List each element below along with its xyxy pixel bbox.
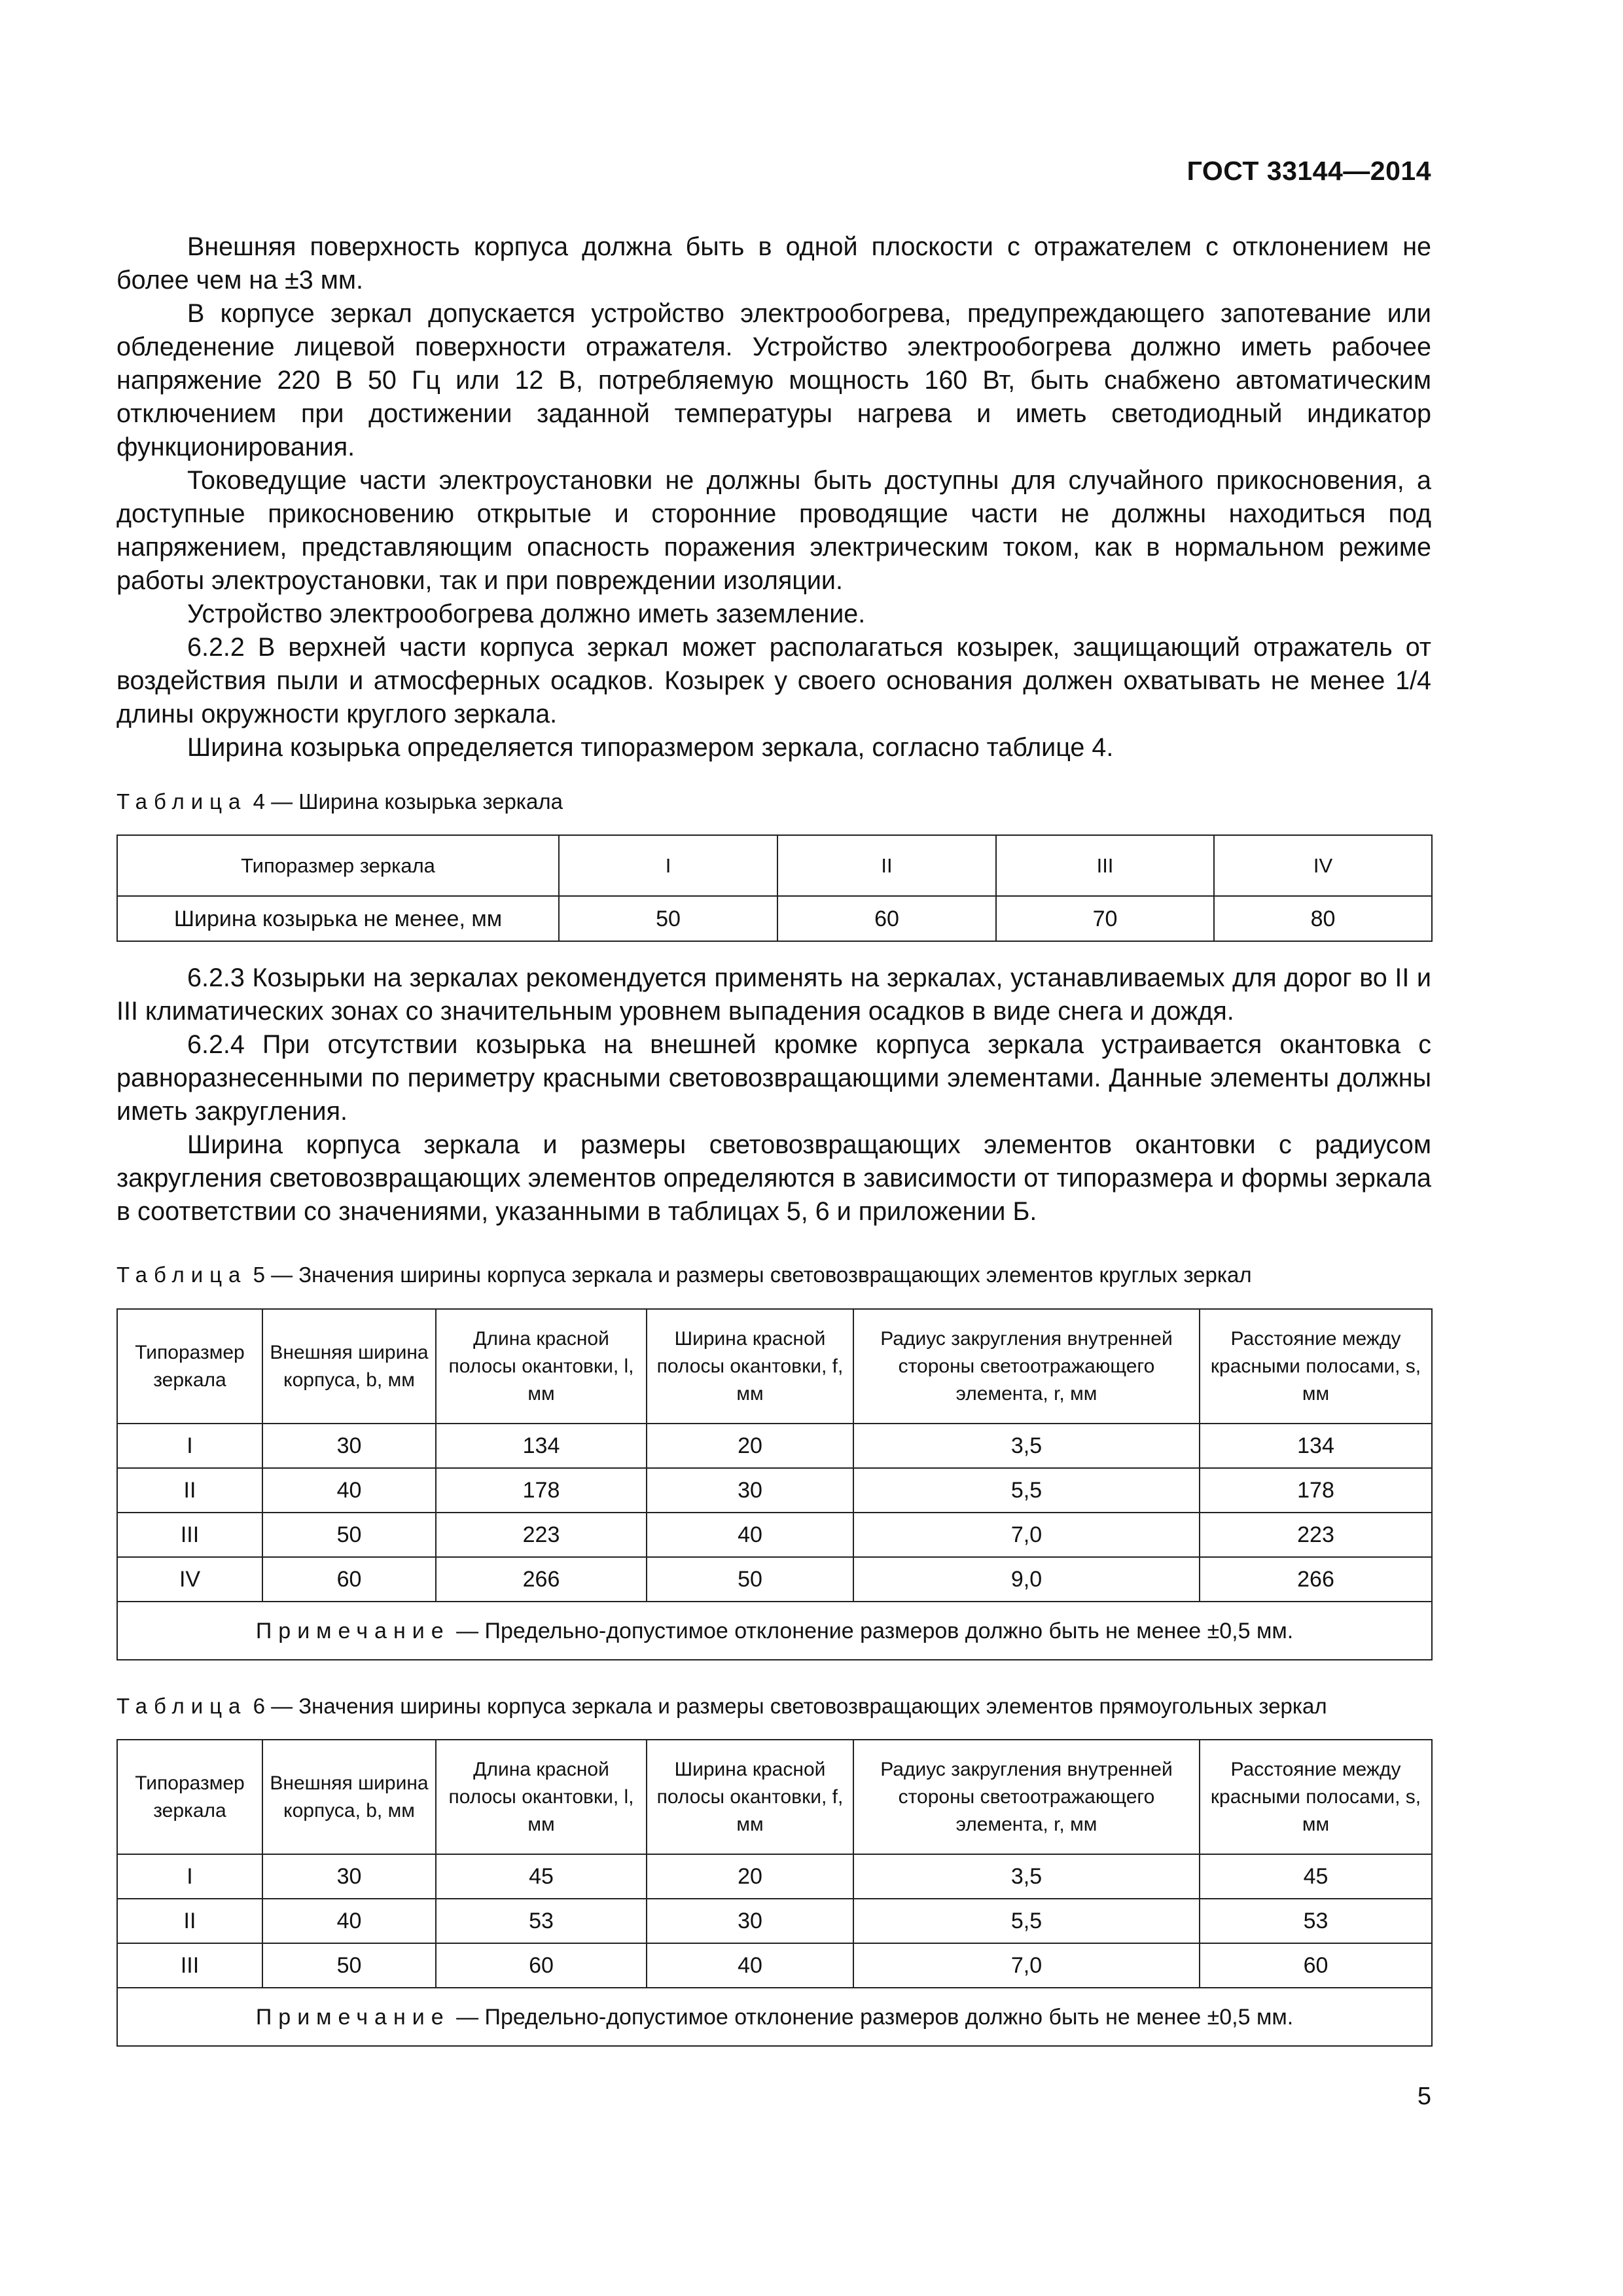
table-cell: 30 bbox=[262, 1854, 436, 1899]
table-row bbox=[117, 1513, 1432, 1557]
document-code: ГОСТ 33144—2014 bbox=[1186, 156, 1431, 186]
table-header-cell: Расстояние между красными полосами, s, мм bbox=[1200, 1740, 1432, 1854]
table-header-cell: Внешняя ширина корпуса, b, мм bbox=[262, 1740, 436, 1854]
paragraph: Устройство электрообогрева должно иметь заземление. bbox=[187, 600, 866, 628]
table-row bbox=[117, 1854, 1432, 1899]
table-cell: 40 bbox=[262, 1899, 436, 1943]
table-caption-word: Таблица bbox=[116, 1263, 247, 1287]
table-cell: IV bbox=[117, 1557, 262, 1602]
table-header-cell: Типоразмер зеркала bbox=[117, 835, 559, 896]
table-cell: 223 bbox=[1200, 1513, 1432, 1557]
table-cell: 134 bbox=[436, 1424, 647, 1468]
table-cell: 7,0 bbox=[853, 1943, 1200, 1988]
paragraph: Ширина корпуса зеркала и размеры световозвращающих элементов окантовки с радиусом закругления световозвращающих элементов определяются в зависимости от типоразмера и формы зеркала в соответствии со значениями, указанными в таблицах 5, 6 и приложении Б. bbox=[116, 1130, 1431, 1226]
table-header-cell: Расстояние между красными полосами, s, мм bbox=[1200, 1309, 1432, 1424]
table-header-cell: III bbox=[996, 835, 1214, 896]
table-caption-text: 5 — Значения ширины корпуса зеркала и размеры световозвращающих элементов круглых зеркал bbox=[253, 1263, 1252, 1287]
table-cell: I bbox=[117, 1854, 262, 1899]
table-cell: Ширина козырька не менее, мм bbox=[117, 896, 559, 941]
note-word: Примечание bbox=[255, 2004, 450, 2030]
paragraph: 6.2.4 При отсутствии козырька на внешней кромке корпуса зеркала устраивается окантовка с равноразнесенными по периметру красными световозвращающими элементами. Данные элементы должны иметь закругления. bbox=[116, 1030, 1431, 1126]
table-cell: 266 bbox=[1200, 1557, 1432, 1602]
paragraph: В корпусе зеркал допускается устройство электрообогрева, предупреждающего запотевание или обледенение лицевой поверхности отражателя. Устройство электрообогрева должно иметь рабочее напряжение 220 В 50 Гц или 12 В, потребляемую мощность 160 Вт, быть снабжено автоматическим отключением при достижении заданной температуры нагрева и иметь светодиодный индикатор функционирования. bbox=[116, 299, 1431, 461]
table-header-cell: I bbox=[559, 835, 777, 896]
table-cell: II bbox=[117, 1468, 262, 1513]
table-header-cell: IV bbox=[1214, 835, 1432, 896]
table-cell: 50 bbox=[262, 1513, 436, 1557]
table-header-cell: Радиус закругления внутренней стороны светоотражающего элемента, r, мм bbox=[853, 1740, 1200, 1854]
table-header-cell: Ширина красной полосы окантовки, f, мм bbox=[647, 1309, 853, 1424]
table-cell: 266 bbox=[436, 1557, 647, 1602]
table-cell: III bbox=[117, 1513, 262, 1557]
table-caption-text: 4 — Ширина козырька зеркала bbox=[253, 789, 563, 814]
table-cell: 5,5 bbox=[853, 1899, 1200, 1943]
table-cell: 7,0 bbox=[853, 1513, 1200, 1557]
table-cell: 20 bbox=[647, 1424, 853, 1468]
table-row bbox=[117, 896, 1432, 941]
table-header-cell: Длина красной полосы окантовки, l, мм bbox=[436, 1740, 647, 1854]
table-row bbox=[117, 1899, 1432, 1943]
table-cell: 40 bbox=[647, 1943, 853, 1988]
table6-caption bbox=[116, 1693, 1431, 1719]
table-header-row bbox=[117, 1740, 1432, 1854]
table-cell: 134 bbox=[1200, 1424, 1432, 1468]
table-cell: 45 bbox=[1200, 1854, 1432, 1899]
table-caption-text: 6 — Значения ширины корпуса зеркала и размеры световозвращающих элементов прямоугольных зеркал bbox=[253, 1694, 1327, 1718]
table-cell: 30 bbox=[647, 1468, 853, 1513]
table-cell: 80 bbox=[1214, 896, 1432, 941]
table-cell: 30 bbox=[647, 1899, 853, 1943]
table-cell: 40 bbox=[647, 1513, 853, 1557]
table-note-row bbox=[117, 1988, 1432, 2046]
table-cell: III bbox=[117, 1943, 262, 1988]
table-cell: 3,5 bbox=[853, 1424, 1200, 1468]
table-cell: 50 bbox=[647, 1557, 853, 1602]
table-cell: 3,5 bbox=[853, 1854, 1200, 1899]
table-header-cell: Внешняя ширина корпуса, b, мм bbox=[262, 1309, 436, 1424]
table-cell: 178 bbox=[1200, 1468, 1432, 1513]
table-row bbox=[117, 1557, 1432, 1602]
paragraph: 6.2.3 Козырьки на зеркалах рекомендуется применять на зеркалах, устанавливаемых для дорог во II и III климатических зонах со значительным уровнем выпадения осадков в виде снега и дождя. bbox=[116, 963, 1431, 1026]
table-cell: 5,5 bbox=[853, 1468, 1200, 1513]
paragraph: Ширина козырька определяется типоразмером зеркала, согласно таблице 4. bbox=[187, 733, 1114, 762]
table5-caption bbox=[116, 1262, 1431, 1288]
paragraph: 6.2.2 В верхней части корпуса зеркал может располагаться козырек, защищающий отражатель от воздействия пыли и атмосферных осадков. Козырек у своего основания должен охватывать не менее 1/4 длины окружности круглого зеркала. bbox=[116, 633, 1431, 728]
table-row bbox=[117, 1424, 1432, 1468]
note-text: — Предельно-допустимое отклонение размеров должно быть не менее ±0,5 мм. bbox=[450, 2004, 1294, 2030]
table-cell: 70 bbox=[996, 896, 1214, 941]
table-cell: 40 bbox=[262, 1468, 436, 1513]
table-cell: 178 bbox=[436, 1468, 647, 1513]
table-cell: 45 bbox=[436, 1854, 647, 1899]
table-cell: II bbox=[117, 1899, 262, 1943]
table-note-row bbox=[117, 1602, 1432, 1660]
table4-caption bbox=[116, 789, 1431, 815]
table6 bbox=[116, 1739, 1433, 2047]
table-cell: 60 bbox=[777, 896, 996, 941]
note-word: Примечание bbox=[255, 1618, 450, 1643]
table-cell: 60 bbox=[436, 1943, 647, 1988]
table-cell: 20 bbox=[647, 1854, 853, 1899]
paragraph: Токоведущие части электроустановки не должны быть доступны для случайного прикосновения, а доступные прикосновению открытые и сторонние проводящие части не должны находиться под напряжением, представляющим опасность поражения электрическим током, как в нормальном режиме работы электроустановки, так и при повреждении изоляции. bbox=[116, 466, 1431, 595]
page-number: 5 bbox=[1417, 2083, 1431, 2110]
table-caption-word: Таблица bbox=[116, 789, 247, 814]
table-cell: 50 bbox=[262, 1943, 436, 1988]
table-note bbox=[117, 1988, 1432, 2046]
table-cell: 50 bbox=[559, 896, 777, 941]
table-cell: 9,0 bbox=[853, 1557, 1200, 1602]
table5 bbox=[116, 1308, 1433, 1660]
table-header-cell: Типоразмер зеркала bbox=[117, 1740, 262, 1854]
table-header-cell: II bbox=[777, 835, 996, 896]
table-cell: 60 bbox=[262, 1557, 436, 1602]
table-row bbox=[117, 1943, 1432, 1988]
table-header-cell: Радиус закругления внутренней стороны светоотражающего элемента, r, мм bbox=[853, 1309, 1200, 1424]
table-caption-word: Таблица bbox=[116, 1694, 247, 1718]
table-cell: 223 bbox=[436, 1513, 647, 1557]
note-text: — Предельно-допустимое отклонение размеров должно быть не менее ±0,5 мм. bbox=[450, 1618, 1294, 1643]
table-cell: I bbox=[117, 1424, 262, 1468]
table-header-row bbox=[117, 835, 1432, 896]
section-text-top bbox=[116, 230, 1431, 764]
table-note bbox=[117, 1602, 1432, 1660]
table-header-cell: Длина красной полосы окантовки, l, мм bbox=[436, 1309, 647, 1424]
section-text-middle bbox=[116, 961, 1431, 1229]
table-header-row bbox=[117, 1309, 1432, 1424]
table-cell: 60 bbox=[1200, 1943, 1432, 1988]
table-header-cell: Типоразмер зеркала bbox=[117, 1309, 262, 1424]
table4 bbox=[116, 834, 1433, 942]
table-cell: 53 bbox=[436, 1899, 647, 1943]
table-cell: 30 bbox=[262, 1424, 436, 1468]
paragraph: Внешняя поверхность корпуса должна быть в одной плоскости с отражателем с отклонением не более чем на ±3 мм. bbox=[116, 232, 1431, 295]
table-cell: 53 bbox=[1200, 1899, 1432, 1943]
table-header-cell: Ширина красной полосы окантовки, f, мм bbox=[647, 1740, 853, 1854]
table-row bbox=[117, 1468, 1432, 1513]
